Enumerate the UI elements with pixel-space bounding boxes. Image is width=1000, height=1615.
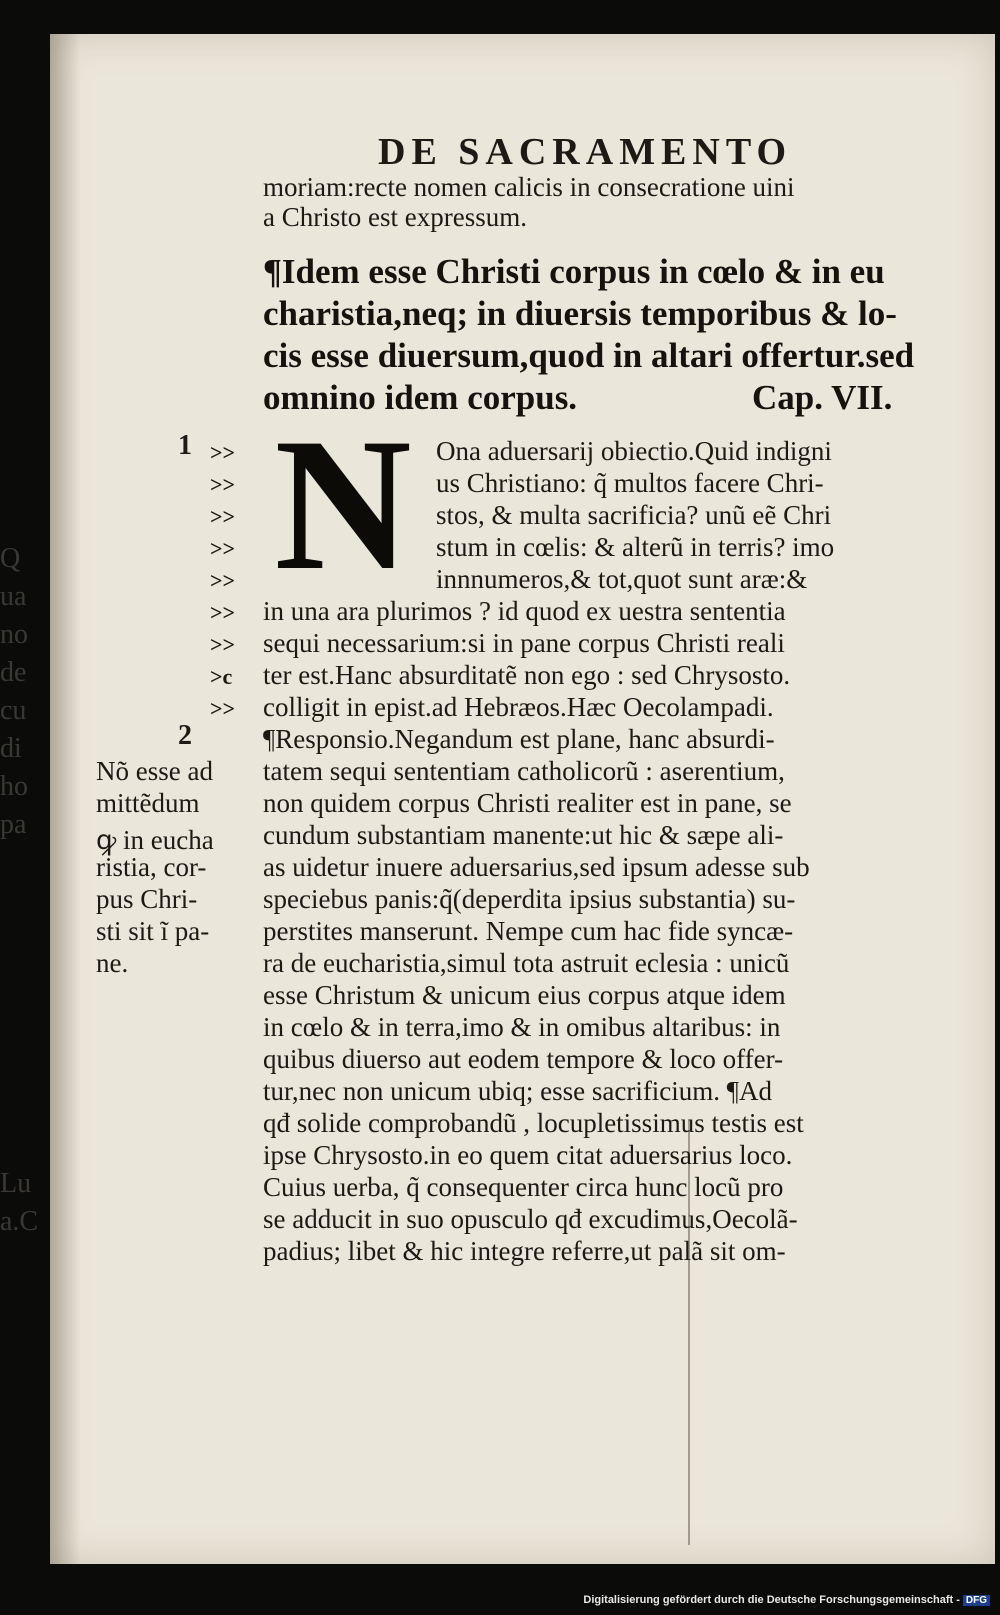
text-line: colligit in epist.ad Hebræos.Hæc Oecolampadi. (263, 692, 774, 722)
text-line: stos, & multa sacrificia? unũ eẽ Chri (436, 500, 832, 530)
text-line: ra de eucharistia,simul tota astruit eclesia : unicũ (263, 948, 790, 978)
chapter-heading-line: ¶Idem esse Christi corpus in cœlo & in eu (263, 252, 885, 291)
bleed-line: ua (0, 581, 27, 612)
bleed-through-left (0, 540, 46, 840)
text-line: tatem sequi sententiam catholicorũ : aserentium, (263, 756, 785, 786)
quotation-mark: >> (210, 472, 236, 497)
text-line: esse Christum & unicum eius corpus atque idem (263, 980, 786, 1010)
running-head: DE SACRAMENTO (378, 131, 793, 173)
text-line: non quidem corpus Christi realiter est in pane, se (263, 788, 792, 818)
text-line: quibus diuerso aut eodem tempore & loco offer- (263, 1044, 784, 1074)
bleed-line: Q (0, 543, 21, 574)
text-line: perstites manserunt. Nempe cum hac fide syncæ- (263, 916, 794, 946)
text-line: innnumeros,& tot,quot sunt aræ:& (436, 564, 808, 594)
bleed-through-left-lower (0, 1165, 46, 1245)
bleed-line: no (0, 619, 28, 650)
bleed-line: de (0, 657, 27, 688)
chapter-heading-line: omnino idem corpus. (263, 378, 578, 417)
quotation-mark: >> (210, 696, 236, 721)
margin-note-line: pus Chri- (96, 884, 198, 914)
text-line: ¶Responsio.Negandum est plane, hanc absurdi- (263, 724, 775, 754)
drop-cap: N (274, 400, 412, 610)
margin-note-line: ne. (96, 948, 129, 978)
margin-number: 2 (178, 720, 192, 751)
bleed-line: Lu (0, 1168, 32, 1199)
bleed-line: di (0, 733, 22, 764)
chapter-number: Cap. VII. (752, 378, 893, 417)
margin-note-line: mittẽdum (96, 788, 200, 818)
margin-note-line: ristia, cor- (96, 852, 207, 882)
margin-note-line: sti sit ĩ pa- (96, 916, 210, 946)
bleed-line: pa (0, 809, 27, 840)
quotation-mark: >> (210, 536, 236, 561)
quotation-mark: >c (210, 664, 233, 689)
digitization-footer (583, 1594, 990, 1606)
text-line: Ona aduersarij obiectio.Quid indigni (436, 436, 832, 466)
margin-number: 1 (178, 430, 192, 461)
dfg-logo-badge: DFG (963, 1595, 990, 1606)
quotation-mark: >> (210, 440, 236, 465)
text-line: as uidetur inuere aduersarius,sed ipsum adesse sub (263, 852, 810, 882)
text-line: ter est.Hanc absurditatẽ non ego : sed Chrysosto. (263, 660, 791, 690)
text-line: speciebus panis:q̃(deperdita ipsius substantia) su- (263, 884, 796, 914)
text-line: in una ara plurimos ? id quod ex uestra sententia (263, 596, 786, 626)
text-line: in cœlo & in terra,imo & in omibus altaribus: in (263, 1012, 781, 1042)
text-line: stum in cœlis: & alterũ in terris? imo (436, 532, 835, 562)
quotation-mark: >> (210, 568, 236, 593)
text-line: sequi necessarium:si in pane corpus Christi reali (263, 628, 785, 658)
chapter-heading-line: cis esse diuersum,quod in altari offertur.sed (263, 336, 915, 375)
text-line: moriam:recte nomen calicis in consecratione uini (263, 172, 795, 202)
text-line: ipse Chrysosto.in eo quem citat aduersarius loco. (263, 1140, 793, 1170)
text-line: a Christo est expressum. (263, 202, 527, 232)
footer-text: Digitalisierung gefördert durch die Deutsche Forschungsgemeinschaft - (583, 1594, 960, 1606)
margin-note-line: Nõ esse ad (96, 756, 213, 786)
quotation-mark: >> (210, 632, 236, 657)
quotation-mark: >> (210, 600, 236, 625)
chapter-heading-line: charistia,neq; in diuersis temporibus & lo- (263, 294, 897, 333)
page-gutter-shadow (50, 34, 80, 1564)
text-line: cundum substantiam manente:ut hic & sæpe ali- (263, 820, 784, 850)
text-line: tur,nec non unicum ubiq; esse sacrificium. ¶Ad (263, 1076, 773, 1106)
quotation-mark: >> (210, 504, 236, 529)
text-line: us Christiano: q̃ multos facere Chri- (436, 468, 824, 498)
text-line: se adducit in suo opusculo qđ excudimus,Oecolã- (263, 1204, 798, 1234)
bleed-line: ho (0, 771, 28, 802)
bleed-line: a.C (0, 1206, 39, 1237)
text-line: Cuius uerba, q̃ consequenter circa hunc locũ pro (263, 1172, 784, 1202)
text-line: padius; libet & hic integre referre,ut palã sit om- (263, 1236, 786, 1266)
text-line: qđ solide comprobandũ , locupletissimus testis est (263, 1108, 804, 1138)
bleed-line: cu (0, 695, 27, 726)
margin-note-line: ꝙ in eucha (96, 825, 214, 855)
